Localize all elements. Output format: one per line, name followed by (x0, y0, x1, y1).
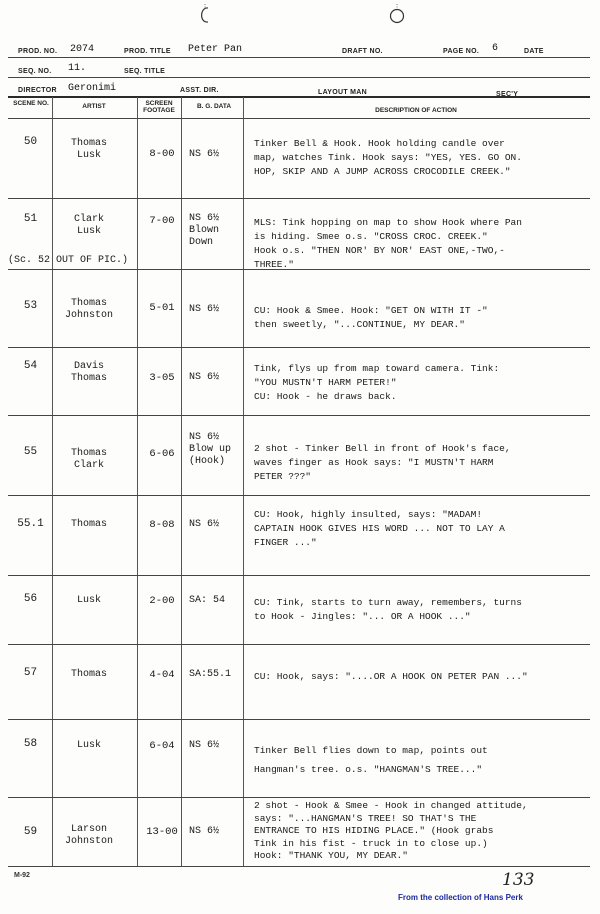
col-description: DESCRIPTION OF ACTION (375, 107, 457, 114)
scene-number: 55.1 (17, 518, 44, 530)
scene-row (8, 119, 590, 198)
scene-footage: 8-00 (149, 148, 175, 160)
scene-action: 2 shot - Hook & Smee - Hook in changed attitude, says: "...HANGMAN'S TREE! SO THAT'S THE ENTRANCE TO HIS HIDING PLACE." (Hook grabs Tink in his fist - truck in to close up.) Hook: "THANK YOU, MY DEAR." (254, 800, 528, 861)
scene-footage: 13-00 (146, 826, 178, 838)
form-code: M-92 (14, 872, 30, 879)
scene-row (8, 496, 590, 575)
scene-action: Tinker Bell flies down to map, points out Hangman's tree. o.s. "HANGMAN'S TREE..." (254, 745, 488, 775)
scene-bg-data: NS 6½ Blown Down (189, 213, 220, 248)
seq-no-label: SEQ. NO. (18, 68, 52, 75)
secy-label: SEC'Y (496, 91, 519, 98)
scene-action: MLS: Tink hopping on map to show Hook where Pan is hiding. Smee o.s. "CROSS CROC. CREEK." Hook o.s. "THEN NOR' BY NOR' EAST ONE,-TWO,- THREE." (254, 217, 522, 270)
scene-footage: 7-00 (149, 215, 175, 227)
page-no-label: PAGE NO. (443, 48, 480, 55)
scene-bg-data: NS 6½ (189, 519, 220, 530)
scene-number: 56 (23, 593, 38, 605)
scene-artist: Thomas Clark (70, 448, 107, 471)
scene-footage: 5-01 (149, 302, 175, 314)
scene-bg-data: SA:55.1 (189, 669, 232, 680)
scene-bg-data: NS 6½ (189, 826, 220, 837)
scene-footage: 3-05 (149, 372, 175, 384)
scene-artist: Clark Lusk (73, 214, 104, 237)
scene-row (8, 798, 590, 866)
scene-action: CU: Hook, highly insulted, says: "MADAM! CAPTAIN HOOK GIVES HIS WORD ... NOT TO LAY A FINGER ..." (254, 509, 505, 548)
scene-number: 55 (23, 446, 38, 458)
punch-hole-icon (196, 4, 214, 26)
scene-footage: 6-04 (149, 740, 175, 752)
scene-artist: Lusk (76, 740, 101, 751)
scene-bg-data: NS 6½ Blow up (Hook) (189, 432, 232, 467)
col-artist: ARTIST (82, 103, 106, 110)
scene-row (8, 270, 590, 347)
handwritten-page-number: 133 (502, 870, 535, 890)
scene-artist: Thomas (70, 669, 107, 680)
scene-footage: 6-06 (149, 448, 175, 460)
scene-artist: Larson Johnston (64, 824, 113, 847)
scene-bg-data: NS 6½ (189, 740, 220, 751)
scene-bg-data: NS 6½ (189, 304, 220, 315)
scene-action: CU: Hook, says: "....OR A HOOK ON PETER PAN ..." (254, 671, 528, 682)
scene-action: Tinker Bell & Hook. Hook holding candle over map, watches Tink. Hook says: "YES, YES. GO ON. HOP, SKIP AND A JUMP ACROSS CROCODILE CREEK." (254, 138, 522, 177)
prod-title-value: Peter Pan (188, 44, 243, 55)
scene-row (8, 576, 590, 644)
scene-action: Tink, flys up from map toward camera. Tink: "YOU MUSTN'T HARM PETER!" CU: Hook - he draws back. (254, 363, 500, 402)
scene-action: 2 shot - Tinker Bell in front of Hook's face, waves finger as Hook says: "I MUSTN'T HARM PETER ???" (254, 443, 511, 482)
row-rule (8, 866, 590, 867)
scene-bg-data: SA: 54 (189, 595, 226, 606)
scene-bg-data: NS 6½ (189, 149, 220, 160)
asst-dir-label: ASST. DIR. (180, 87, 219, 94)
punch-hole-icon (388, 4, 406, 26)
scene-action: CU: Hook & Smee. Hook: "GET ON WITH IT -" then sweetly, "...CONTINUE, MY DEAR." (254, 305, 488, 330)
scene-number: 53 (23, 300, 38, 312)
scene-number: 54 (23, 360, 38, 372)
scene-row (8, 199, 590, 269)
scene-footage: 2-00 (149, 595, 175, 607)
scene-row (8, 416, 590, 495)
scene-number: 50 (23, 136, 38, 148)
scene-artist: Thomas (70, 519, 107, 530)
date-label: DATE (524, 48, 544, 55)
header-rule (8, 96, 590, 98)
prod-title-label: PROD. TITLE (124, 48, 171, 55)
scene-artist: Lusk (76, 595, 101, 606)
col-screen-footage: SCREEN FOOTAGE (143, 100, 175, 114)
seq-title-label: SEQ. TITLE (124, 68, 166, 75)
col-scene-no: SCENE NO. (13, 100, 49, 107)
scene-artist: Davis Thomas (70, 361, 107, 384)
scene-number: 51 (23, 213, 38, 225)
col-bg-data: B. G. DATA (196, 103, 232, 110)
header-rule (8, 77, 590, 78)
director-value: Geronimi (68, 83, 117, 94)
seq-no-value: 11. (68, 63, 87, 74)
draft-no-label: DRAFT NO. (342, 48, 383, 55)
scene-artist: Thomas Johnston (64, 298, 113, 321)
prod-no-value: 2074 (70, 44, 95, 55)
omitted-scene-note: (Sc. 52 OUT OF PIC.) (8, 255, 129, 266)
scene-number: 59 (23, 826, 38, 838)
scene-bg-data: NS 6½ (189, 372, 220, 383)
header-rule (8, 57, 590, 58)
director-label: DIRECTOR (18, 87, 57, 94)
scene-action: CU: Tink, starts to turn away, remembers, turns to Hook - Jingles: "... OR A HOOK ..." (254, 597, 522, 622)
layout-man-label: LAYOUT MAN (318, 89, 368, 96)
scene-number: 58 (23, 738, 38, 750)
scene-number: 57 (23, 667, 38, 679)
scene-footage: 8-08 (149, 519, 175, 531)
scene-row (8, 645, 590, 719)
scene-row (8, 720, 590, 797)
prod-no-label: PROD. NO. (18, 48, 58, 55)
scene-footage: 4-04 (149, 669, 175, 681)
collection-credit: From the collection of Hans Perk (398, 893, 523, 902)
scene-artist: Thomas Lusk (70, 138, 107, 161)
scene-row (8, 348, 590, 415)
page-no-value: 6 (492, 43, 499, 54)
